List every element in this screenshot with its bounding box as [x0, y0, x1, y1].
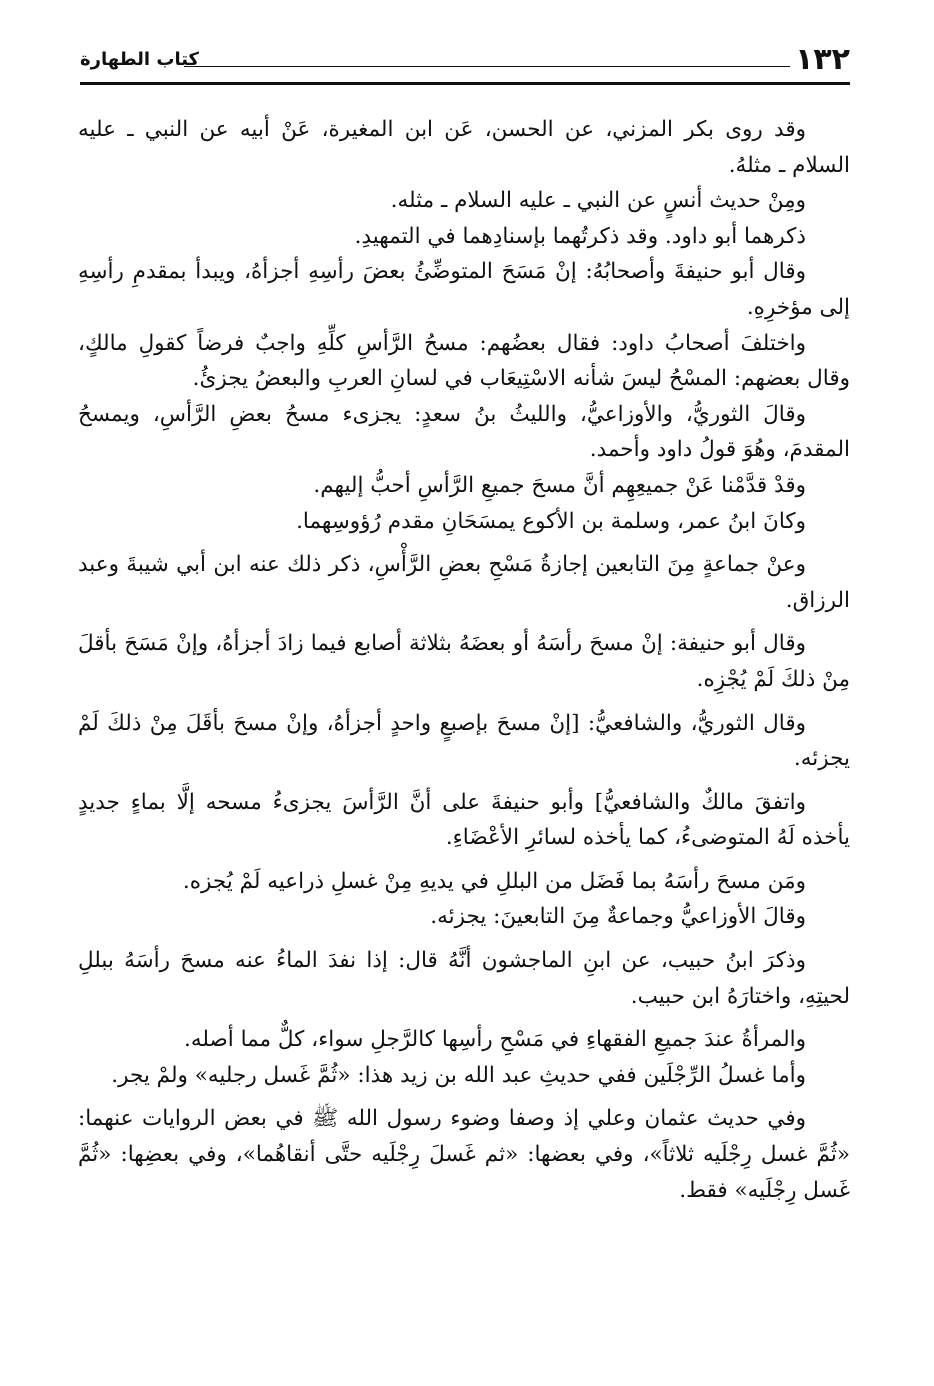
paragraph-7: وقدْ قدَّمْنا عَنْ جميعِهِم أنَّ مسحَ جميعِ الرَّأسِ أحبُّ إليهم.	[313, 472, 806, 498]
paragraph-18: وفي حديث عثمان وعلي إذ وصفا وضوء رسول الله ﷺ في بعض الروايات عنهما: «ثُمَّ غسل رِجْلَيه ثلاثاً»، وفي بعضها: «ثم غَسلَ رِجْلَيه حتَّى أنقاهُما»، وفي بعضِها: «ثُمَّ غَسل رِجْلَيه» فقط.	[78, 1106, 850, 1203]
paragraph-5: واختلفَ أصحابُ داود: فقال بعضُهم: مسحُ الرَّأسِ كلِّهِ واجبٌ فرضاً كقولِ مالكٍ، وقال بعضهم: المسْحُ ليسَ شأنه الاسْتِيعَاب في لسانِ العربِ والبعضُ يجزئُ.	[78, 330, 850, 392]
paragraph-11: وقال الثوريُّ، والشافعيُّ: [إنْ مسحَ بإصبعٍ واحدٍ أجزأهُ، وإنْ مسحَ بأقَلَ مِنْ ذلكَ لَمْ يجزئه.	[78, 710, 850, 772]
paragraph-15: وذكرَ ابنُ حبيب، عن ابنِ الماجشون أنَّهُ قال: إذا نفدَ الماءُ عنه مسحَ رأسَهُ ببللِ لحيتِهِ، واختارَهُ ابن حبيب.	[78, 948, 850, 1009]
paragraph-3: ذكرهما أبو داود. وقد ذكرتُهما بإسنادِهما في التمهيدِ.	[354, 223, 806, 249]
paragraph-13: ومَن مسحَ رأسَهُ بما فَضَل من البللِ في يديهِ مِنْ غسلِ ذراعيه لَمْ يُجزه.	[182, 868, 806, 894]
paragraph-1: وقد روى بكر المزني، عن الحسن، عَن ابن المغيرة، عَنْ أبيه عن النبي ـ عليه السلام ـ مثلهُ.	[78, 117, 850, 178]
paragraph-6: وقالَ الثوريُّ، والأوزاعيُّ، والليثُ بنُ سعدٍ: يجزىء مسحُ بعضِ الرَّأسِ، ويمسحُ المقدمَ، وهُوَ قولُ داود وأحمد.	[78, 401, 850, 463]
page-number: ١٣٢	[795, 42, 850, 77]
paragraph-12: واتفقَ مالكٌ والشافعيُّ] وأبو حنيفةَ على أنَّ الرَّأسَ يجزىءُ مسحه إلَّا بماءٍ جديدٍ يأخذه لَهُ المتوضىءُ، كما يأخذه لسائرِ الأعْضَاءِ.	[78, 789, 850, 851]
paragraph-14: وقالَ الأوزاعيُّ وجماعةٌ مِنَ التابعينَ: يجزئه.	[430, 904, 806, 930]
paragraph-4: وقال أبو حنيفةَ وأصحابُهُ: إنْ مَسَحَ المتوضِّئُ بعضَ رأسِهِ أجزأهُ، ويبدأ بمقدمِ رأسِهِ إلى مؤخرِهِ.	[78, 259, 850, 320]
running-title: كتاب الطهارة	[80, 49, 200, 70]
paragraph-2: ومِنْ حديث أنسٍ عن النبي ـ عليه السلام ـ مثله.	[390, 188, 806, 214]
paragraph-16: والمرأةُ عندَ جميعِ الفقهاءِ في مَسْحِ رأسِها كالرَّجلِ سواء، كلٌّ مما أصله.	[184, 1027, 806, 1053]
paragraph-10: وقال أبو حنيفة: إنْ مسحَ رأسَهُ أو بعضَهُ بثلاثة أصابع فيما زادَ أجزأهُ، وإنْ مَسَحَ بأقلَ مِنْ ذلكَ لَمْ يُجْزِه.	[78, 631, 850, 692]
paragraph-17: وأما غسلُ الرِّجْلَين ففي حديثِ عبد الله بن زيد هذا: «ثُمَّ غَسل رجليه» ولمْ يجر.	[111, 1062, 806, 1088]
header-rule	[184, 66, 790, 67]
paragraph-8: وكانَ ابنُ عمر، وسلمة بن الأكوع يمسَحَانِ مقدم رُؤوسِهما.	[296, 508, 806, 534]
page-header	[80, 42, 850, 88]
body-text	[78, 112, 850, 1208]
paragraph-9: وعنْ جماعةٍ مِنَ التابعين إجازةُ مَسْحِ بعضِ الرَّأْسِ، ذكر ذلك عنه ابن أبي شيبةَ وعبد الرزاق.	[78, 552, 850, 613]
header-divider	[80, 82, 850, 85]
